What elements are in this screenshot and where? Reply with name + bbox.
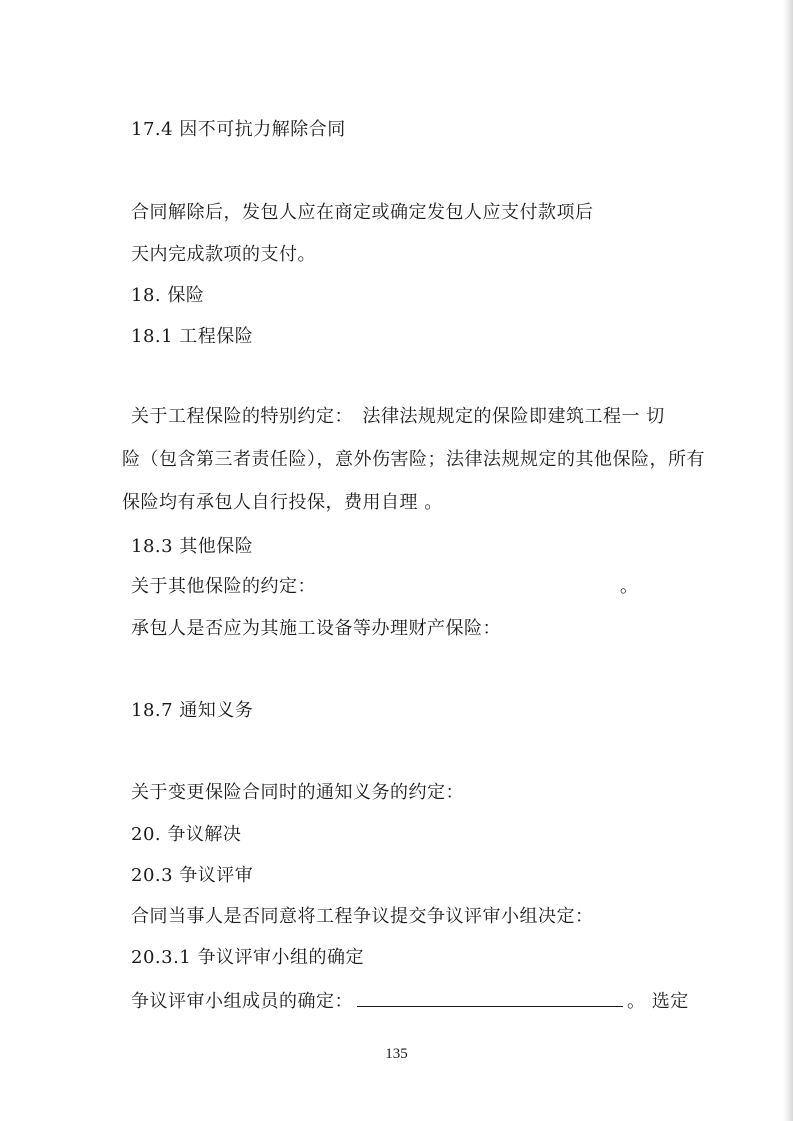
section-20-heading: 20. 争议解决 — [131, 824, 242, 845]
page-number: 135 — [385, 1046, 408, 1062]
section-17-4-heading: 17.4 因不可抗力解除合同 — [131, 119, 346, 140]
section-20-3-1-heading: 20.3.1 争议评审小组的确定 — [131, 947, 364, 968]
section-18-3-body-line-2: 承包人是否应为其施工设备等办理财产保险： — [131, 618, 501, 639]
section-17-4-body-line-1: 合同解除后，发包人应在商定或确定发包人应支付款项后 — [131, 202, 594, 223]
section-18-1-body-line-3: 保险均有承包人自行投保，费用自理 。 — [122, 492, 443, 513]
section-20-3-1-body — [131, 988, 689, 1014]
section-18-heading: 18. 保险 — [131, 285, 205, 306]
section-18-3-body-line-1: 关于其他保险的约定： — [131, 576, 316, 597]
section-20-3-body: 合同当事人是否同意将工程争议提交争议评审小组决定： — [131, 906, 594, 927]
section-18-1-body-line-1: 关于工程保险的特别约定： 法律法规规定的保险即建筑工程一 切 — [131, 406, 665, 427]
section-18-1-body-line-2: 险（包含第三者责任险），意外伤害险；法律法规规定的其他保险，所有 — [122, 449, 705, 470]
section-18-7-body: 关于变更保险合同时的通知义务的约定： — [131, 782, 464, 803]
section-18-7-heading: 18.7 通知义务 — [131, 700, 254, 721]
fill-in-blank-underline — [357, 988, 623, 1007]
section-18-3-body-line-1-end: 。 — [620, 576, 639, 597]
section-20-3-1-body-suffix: 。 选定 — [627, 991, 689, 1012]
section-20-3-1-body-prefix: 争议评审小组成员的确定： — [131, 991, 353, 1012]
section-17-4-body-line-2: 天内完成款项的支付。 — [131, 244, 316, 265]
section-18-1-heading: 18.1 工程保险 — [131, 326, 254, 347]
section-18-3-heading: 18.3 其他保险 — [131, 536, 254, 557]
section-20-3-heading: 20.3 争议评审 — [131, 865, 254, 886]
page-edge-shadow — [783, 0, 793, 1121]
